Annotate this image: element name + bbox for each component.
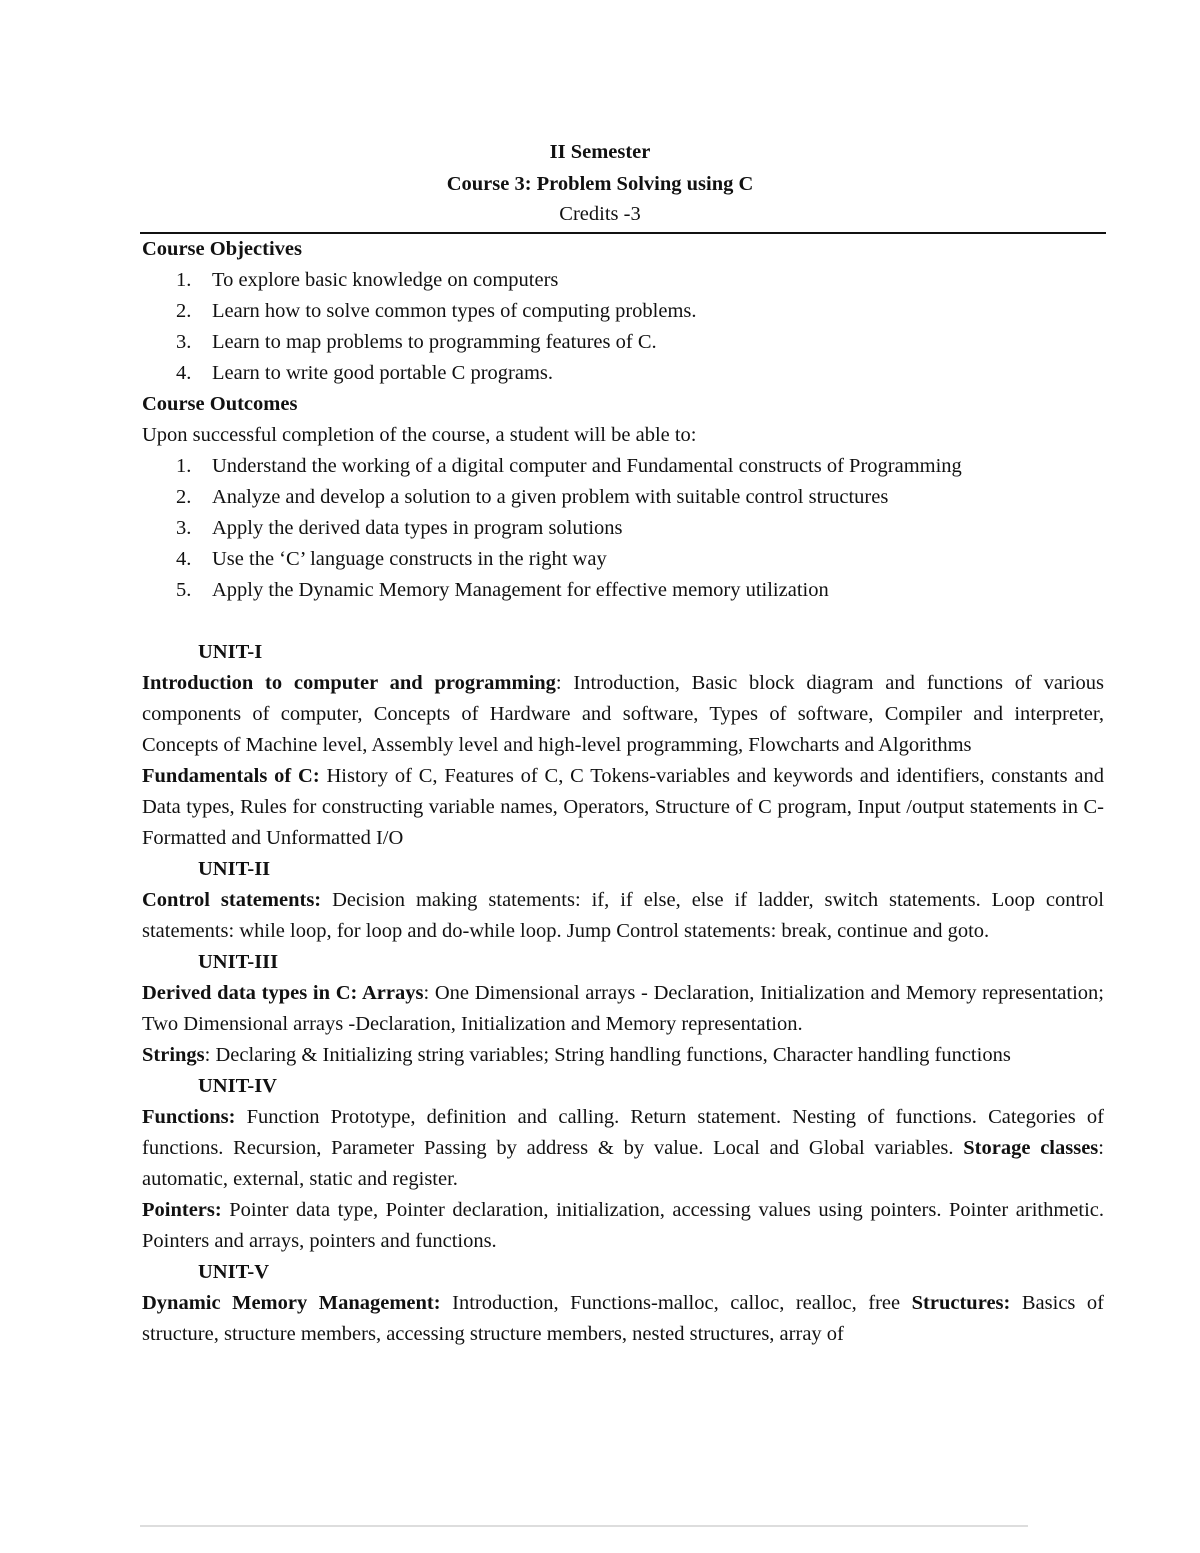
unit-4-functions-paragraph	[142, 1102, 1104, 1195]
outcomes-intro: Upon successful completion of the course, a student will be able to:	[142, 424, 697, 446]
outcome-text: Apply the Dynamic Memory Management for effective memory utilization	[212, 579, 829, 601]
unit-5-memory-text: Introduction, Functions-malloc, calloc, realloc, free	[440, 1292, 901, 1314]
outcome-number: 1.	[176, 455, 192, 477]
objective-number: 1.	[176, 269, 192, 291]
objective-item	[142, 358, 1104, 389]
unit-1-intro-heading: Introduction to computer and programming	[142, 672, 556, 694]
credits-line: Credits -3	[559, 203, 641, 225]
spacer	[142, 606, 1104, 637]
outcome-item	[142, 451, 1104, 482]
outcomes-heading: Course Outcomes	[142, 393, 298, 415]
unit-4-pointers-paragraph	[142, 1195, 1104, 1257]
unit-5-structures-text: Basics of structure, structure members, accessing structure members, nested structures, array of	[142, 1292, 1105, 1345]
objective-number: 4.	[176, 362, 192, 384]
unit-2-control-text: Decision making statements: if, if else, else if ladder, switch statements. Loop control statements: while loop, for loop and do-while loop. Jump Control statements: break, continue and goto.	[142, 889, 1104, 942]
objective-text: Learn to map problems to programming features of C.	[212, 331, 657, 353]
unit-3-strings-paragraph	[142, 1040, 1104, 1071]
outcome-text: Use the ‘C’ language constructs in the right way	[212, 548, 607, 570]
outcome-number: 3.	[176, 517, 192, 539]
outcome-number: 4.	[176, 548, 192, 570]
outcome-item	[142, 575, 1104, 606]
course-title: Course 3: Problem Solving using C	[446, 173, 754, 195]
unit-3-strings-text: : Declaring & Initializing string variables; String handling functions, Character handling functions	[204, 1044, 1011, 1066]
objective-item	[142, 327, 1104, 358]
outcome-text: Apply the derived data types in program solutions	[212, 517, 623, 539]
unit-3-title: UNIT-III	[198, 951, 279, 973]
unit-3-strings-heading: Strings	[142, 1044, 205, 1066]
footer-divider	[140, 1525, 1028, 1527]
unit-5-memory-paragraph	[142, 1288, 1104, 1350]
unit-5-structures-heading: Structures:	[900, 1292, 1011, 1314]
unit-3-arrays-text: : One Dimensional arrays - Declaration, Initialization and Memory representation; Two Dimensional arrays -Declaration, Initialization and Memory representation.	[142, 982, 1104, 1035]
outcome-item	[142, 544, 1104, 575]
objective-number: 2.	[176, 300, 192, 322]
unit-1-fundamentals-heading: Fundamentals of C:	[142, 765, 320, 787]
objective-text: To explore basic knowledge on computers	[212, 269, 559, 291]
unit-1-fundamentals-text: History of C, Features of C, C Tokens-variables and keywords and identifiers, constants and Data types, Rules for constructing variable names, Operators, Structure of C program, Input /output statements in C-Formatted and Unformatted I/O	[142, 765, 1104, 849]
unit-4-pointers-heading: Pointers:	[142, 1199, 222, 1221]
unit-2-control-paragraph	[142, 885, 1104, 947]
objective-item	[142, 265, 1104, 296]
outcome-item	[142, 513, 1104, 544]
unit-2-title: UNIT-II	[198, 858, 271, 880]
unit-4-storage-heading: Storage classes	[953, 1137, 1099, 1159]
objective-text: Learn to write good portable C programs.	[212, 362, 554, 384]
outcome-number: 5.	[176, 579, 192, 601]
objective-text: Learn how to solve common types of computing problems.	[212, 300, 697, 322]
unit-4-functions-heading: Functions:	[142, 1106, 236, 1128]
unit-1-fundamentals-paragraph	[142, 761, 1104, 854]
outcome-text: Understand the working of a digital computer and Fundamental constructs of Programming	[212, 455, 962, 477]
unit-5-title: UNIT-V	[198, 1261, 270, 1283]
unit-2-control-heading: Control statements:	[142, 889, 322, 911]
unit-3-arrays-paragraph	[142, 978, 1104, 1040]
unit-3-arrays-heading: Derived data types in C: Arrays	[142, 982, 424, 1004]
unit-1-intro-text: : Introduction, Basic block diagram and functions of various components of computer, Concepts of Hardware and software, Types of software, Compiler and interpreter, Concepts of Machine level, Assembly level and high-level programming, Flowcharts and Algorithms	[142, 672, 1104, 756]
outcome-item	[142, 482, 1104, 513]
unit-1-title: UNIT-I	[198, 641, 263, 663]
objective-number: 3.	[176, 331, 192, 353]
outcome-text: Analyze and develop a solution to a given problem with suitable control structures	[212, 486, 889, 508]
unit-4-title: UNIT-IV	[198, 1075, 277, 1097]
document-body	[142, 234, 1104, 1350]
unit-1-intro-paragraph	[142, 668, 1104, 761]
semester-heading: II Semester	[549, 141, 651, 163]
objective-item	[142, 296, 1104, 327]
unit-4-functions-text: Function Prototype, definition and calling. Return statement. Nesting of functions. Categories of functions. Recursion, Parameter Passing by address & by value. Local and Global variables.	[142, 1106, 1104, 1159]
outcome-number: 2.	[176, 486, 192, 508]
unit-5-memory-heading: Dynamic Memory Management:	[142, 1292, 441, 1314]
unit-4-pointers-text: Pointer data type, Pointer declaration, initialization, accessing values using pointers. Pointer arithmetic. Pointers and arrays, pointers and functions.	[142, 1199, 1104, 1252]
unit-4-storage-text: : automatic, external, static and register.	[142, 1137, 1104, 1190]
objectives-heading: Course Objectives	[142, 238, 302, 260]
